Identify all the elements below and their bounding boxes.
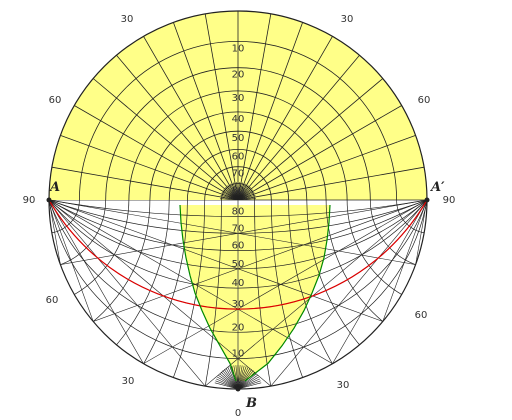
- center-spoke: [221, 200, 238, 205]
- lower-scale-label: 40: [231, 278, 245, 290]
- center-spoke: [238, 200, 256, 203]
- lower-scale-label: 60: [231, 240, 245, 252]
- upper-scale-label: 40: [231, 113, 245, 125]
- upper-scale-label: 80: [231, 185, 245, 197]
- lower-scale-label: 20: [231, 322, 245, 334]
- lower-scale-label: 70: [231, 223, 245, 235]
- point-a-marker: [47, 198, 52, 203]
- upper-scale-label: 50: [231, 133, 245, 145]
- upper-scale-label: 60: [231, 151, 245, 163]
- rim-label-upper-right: 60: [417, 95, 431, 106]
- rim-label-lower-left: 60: [45, 295, 59, 306]
- point-label-a-prime: A′: [431, 180, 445, 195]
- upper-scale-label: 30: [231, 92, 245, 104]
- lower-scale-label: 80: [231, 206, 245, 218]
- upper-scale-label: 10: [231, 43, 245, 55]
- point-b-marker: [236, 387, 241, 392]
- point-label-a: A: [50, 180, 61, 195]
- lower-scale-label: 10: [231, 348, 245, 360]
- lower-scale-label: 50: [231, 258, 245, 270]
- lower-scale-label: 30: [231, 299, 245, 311]
- rim-label-top-left: 30: [120, 14, 134, 25]
- center-spoke: [220, 200, 238, 203]
- center-spoke: [238, 200, 255, 205]
- rim-label-bottom-right: 30: [336, 380, 350, 391]
- fan-line: [49, 200, 115, 420]
- rim-label-top-right: 30: [340, 14, 354, 25]
- rim-label-lower-right: 60: [414, 310, 428, 321]
- upper-scale-label: 20: [231, 69, 245, 81]
- point-label-b: B: [246, 396, 257, 411]
- rim-label-right: 90: [442, 195, 456, 206]
- rim-label-bottom-left: 30: [121, 376, 135, 387]
- rim-label-left: 90: [22, 195, 36, 206]
- point-a-prime-marker: [425, 198, 430, 203]
- upper-scale-label: 70: [231, 168, 245, 180]
- rim-label-upper-left: 60: [48, 95, 62, 106]
- rim-label-bottom: 0: [234, 408, 242, 419]
